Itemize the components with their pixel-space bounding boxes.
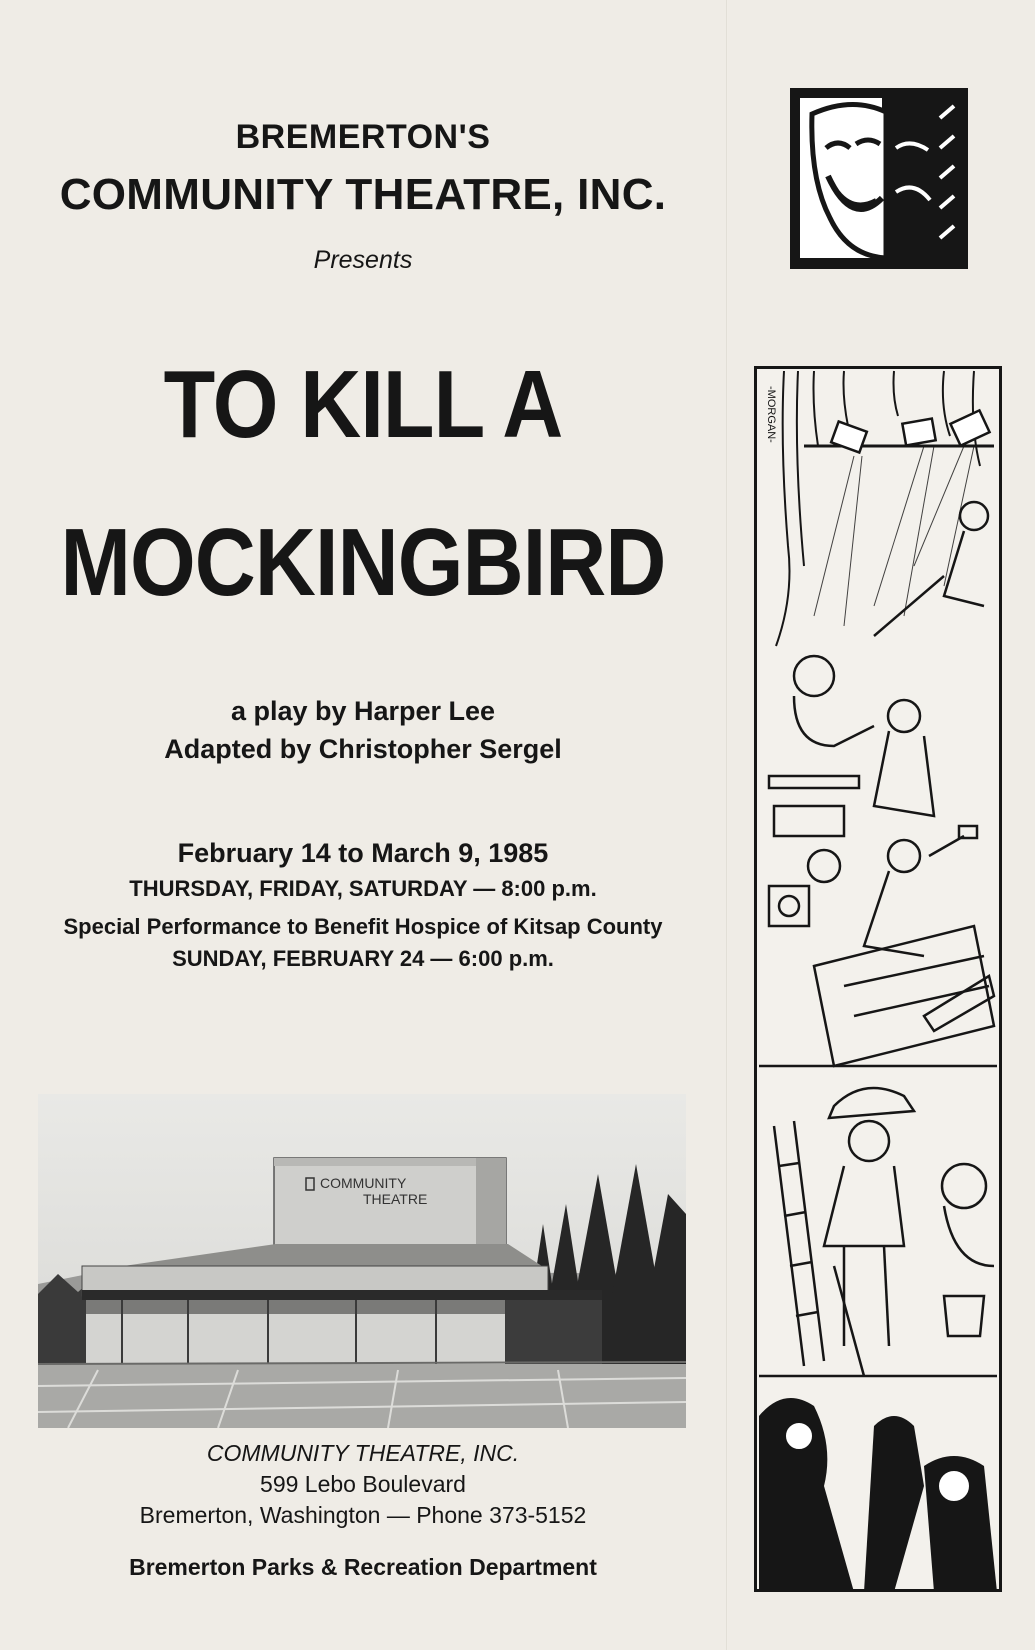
venue-street: 599 Lebo Boulevard (260, 1471, 466, 1497)
sponsor-department: Bremerton Parks & Recreation Department (129, 1554, 597, 1580)
venue-name: COMMUNITY THEATRE, INC. (206, 1440, 520, 1466)
run-dates: February 14 to March 9, 1985 (177, 838, 549, 868)
special-performance-note: Special Performance to Benefit Hospice of Kitsap County (63, 914, 663, 939)
theatre-building-photo (38, 1094, 686, 1428)
backstage-cartoon-illustration (754, 366, 1002, 1592)
theatre-masks-logo-icon (790, 88, 968, 269)
sign-line-2: THEATRE (363, 1191, 428, 1207)
org-line-1: BREMERTON'S (235, 118, 491, 156)
fold-line (726, 0, 728, 1650)
presents-text: Presents (313, 246, 413, 274)
adapter-credit: Adapted by Christopher Sergel (164, 734, 562, 764)
play-title-line-2: MOCKINGBIRD (60, 509, 666, 616)
artist-signature: -MORGAN- (765, 386, 777, 443)
special-performance-time: SUNDAY, FEBRUARY 24 — 6:00 p.m. (172, 946, 554, 971)
regular-schedule: THURSDAY, FRIDAY, SATURDAY — 8:00 p.m. (129, 876, 597, 901)
sign-line-1: COMMUNITY (320, 1175, 407, 1191)
author-credit: a play by Harper Lee (230, 696, 496, 726)
play-title-line-1: TO KILL A (163, 351, 563, 458)
org-line-2: COMMUNITY THEATRE, INC. (59, 170, 667, 219)
venue-city-phone: Bremerton, Washington — Phone 373-5152 (139, 1502, 587, 1528)
